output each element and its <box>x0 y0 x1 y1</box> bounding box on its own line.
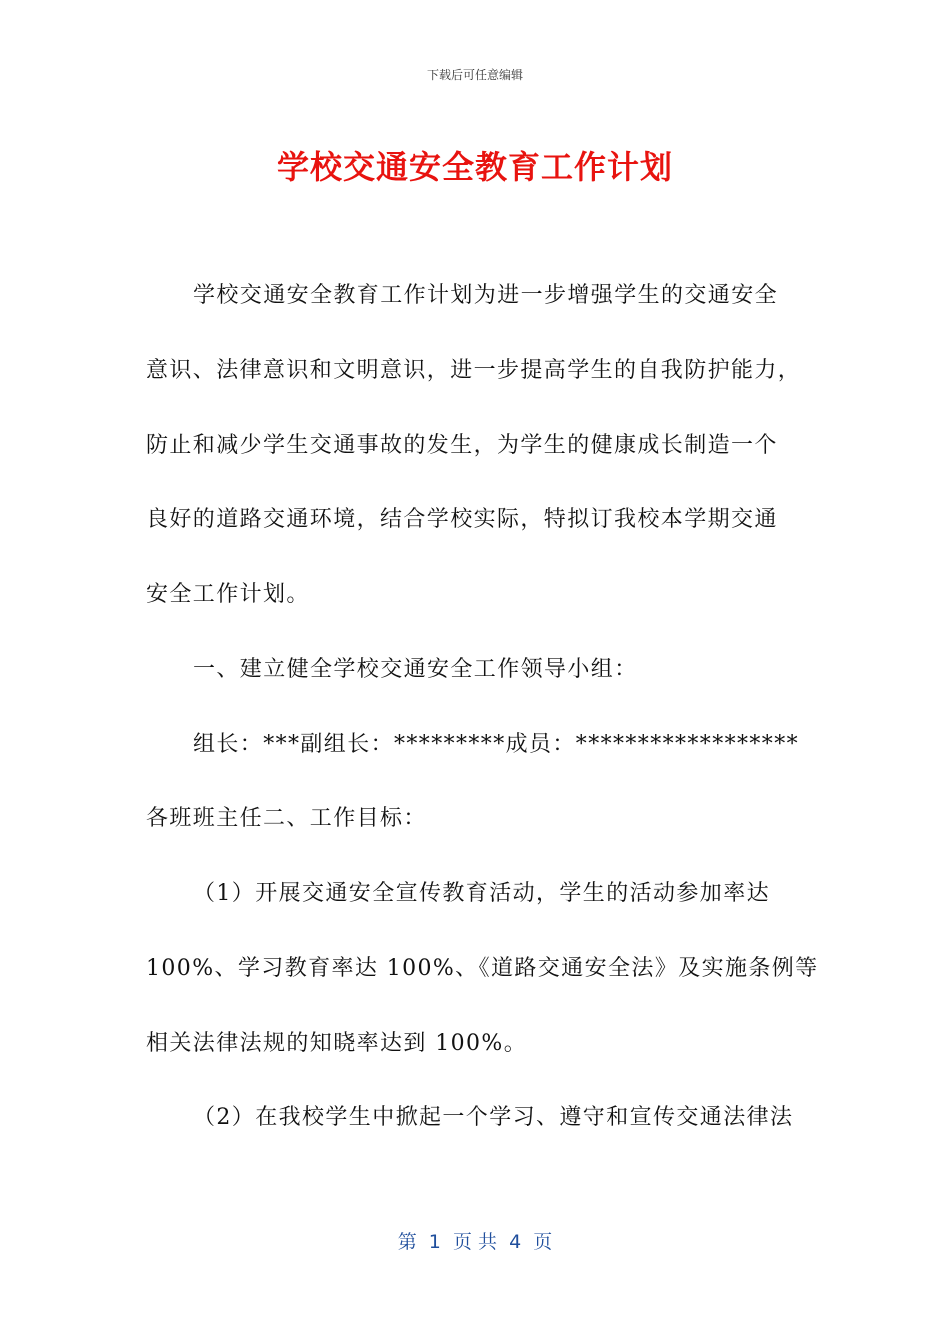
body-line-5: 安全工作计划。 <box>146 582 310 607</box>
body-line-2: 意识、法律意识和文明意识，进一步提高学生的自我防护能力， <box>146 358 802 383</box>
document-title: 学校交通安全教育工作计划 <box>276 148 673 186</box>
body-line-leaders: 组长：***副组长：*********成员：****************** <box>193 732 800 757</box>
body-line-4: 良好的道路交通环境，结合学校实际，特拟订我校本学期交通 <box>146 507 778 532</box>
body-line-3: 防止和减少学生交通事故的发生，为学生的健康成长制造一个 <box>146 433 778 458</box>
body-line-goal-1: （1）开展交通安全宣传教育活动，学生的活动参加率达 <box>193 881 770 906</box>
body-line-goal-1b: 100%、学习教育率达 100%、《道路交通安全法》及实施条例等 <box>146 956 819 981</box>
body-line-section-2: 各班班主任二、工作目标： <box>146 806 427 831</box>
body-line-goal-2: （2）在我校学生中掀起一个学习、遵守和宣传交通法律法 <box>193 1105 794 1130</box>
page-footer: 第 1 页 共 4 页 <box>397 1231 553 1253</box>
body-line-1: 学校交通安全教育工作计划为进一步增强学生的交通安全 <box>193 283 779 308</box>
body-line-goal-1c: 相关法律法规的知晓率达到 100%。 <box>146 1031 528 1056</box>
section-heading-1: 一、建立健全学校交通安全工作领导小组： <box>193 657 638 682</box>
header-note: 下载后可任意编辑 <box>426 68 523 82</box>
